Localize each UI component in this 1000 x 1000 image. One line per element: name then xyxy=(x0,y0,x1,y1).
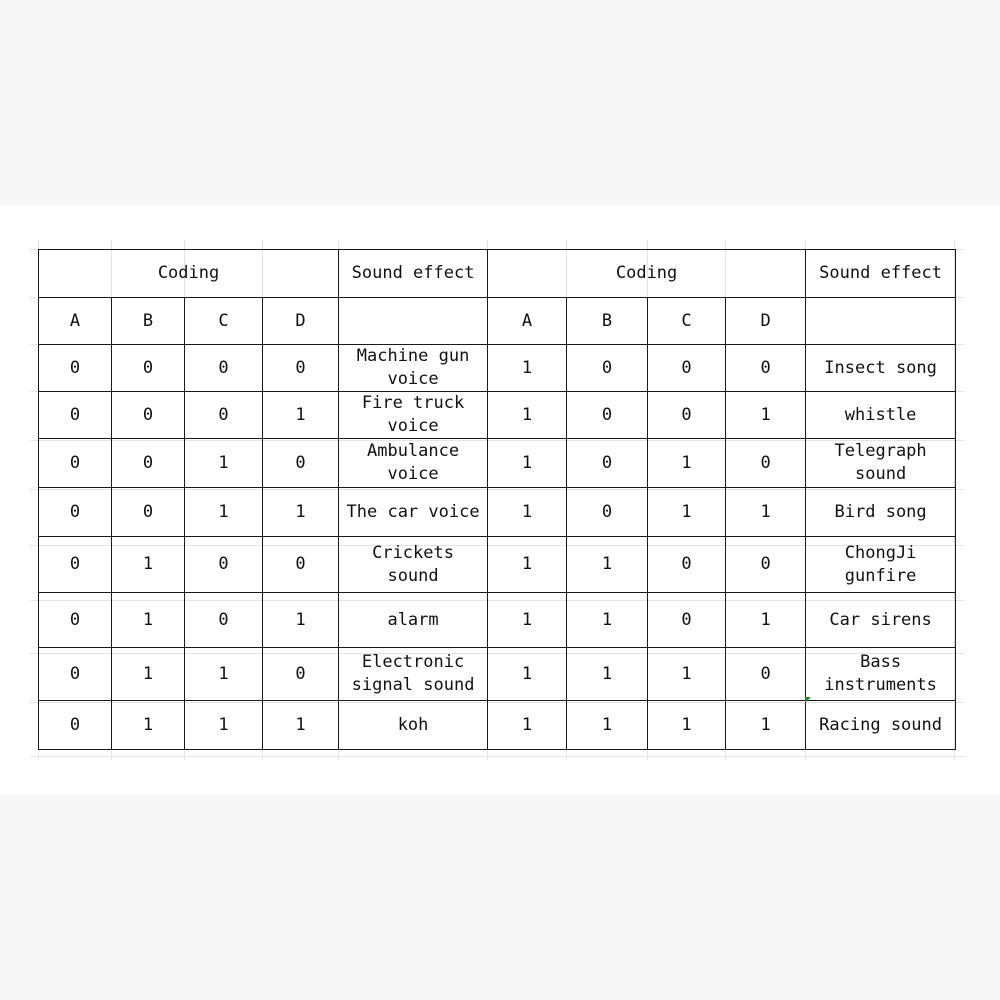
code-d-right: 1 xyxy=(726,392,806,439)
code-a-right: 1 xyxy=(488,537,567,593)
sound-effect-left: Electronic signal sound xyxy=(339,648,488,701)
sound-effect-right: Racing sound xyxy=(806,701,956,750)
code-c-right: 0 xyxy=(648,392,726,439)
code-b-right: 1 xyxy=(567,701,648,750)
code-a-right: 1 xyxy=(488,648,567,701)
blank-effect-right xyxy=(806,298,956,345)
code-b-left: 0 xyxy=(112,488,185,537)
table-row xyxy=(39,392,956,439)
code-a-left: 0 xyxy=(39,488,112,537)
sound-effect-left: Crickets sound xyxy=(339,537,488,593)
code-b-left: 0 xyxy=(112,345,185,392)
code-c-left: 0 xyxy=(185,593,263,648)
code-d-right: 1 xyxy=(726,488,806,537)
code-a-left: 0 xyxy=(39,439,112,488)
sound-effect-header-left: Sound effect xyxy=(339,250,488,298)
sound-effect-right: Bass instruments xyxy=(806,648,956,701)
code-d-left: 0 xyxy=(263,537,339,593)
code-a-left: 0 xyxy=(39,392,112,439)
code-a-left: 0 xyxy=(39,701,112,750)
code-b-right: 0 xyxy=(567,439,648,488)
code-b-right: 1 xyxy=(567,648,648,701)
col-c-left: C xyxy=(185,298,263,345)
code-c-left: 1 xyxy=(185,488,263,537)
code-d-right: 1 xyxy=(726,593,806,648)
code-d-right: 0 xyxy=(726,648,806,701)
code-a-right: 1 xyxy=(488,701,567,750)
coding-header-left: Coding xyxy=(39,250,339,298)
table-row xyxy=(39,537,956,593)
code-c-right: 1 xyxy=(648,488,726,537)
sound-code-table xyxy=(38,249,956,750)
code-d-right: 1 xyxy=(726,701,806,750)
code-b-left: 1 xyxy=(112,648,185,701)
col-b-right: B xyxy=(567,298,648,345)
code-d-left: 0 xyxy=(263,345,339,392)
code-c-right: 1 xyxy=(648,648,726,701)
col-d-left: D xyxy=(263,298,339,345)
code-c-left: 0 xyxy=(185,537,263,593)
code-d-left: 1 xyxy=(263,701,339,750)
table-body xyxy=(39,250,956,750)
sound-effect-left: Machine gun voice xyxy=(339,345,488,392)
top-margin xyxy=(0,0,1000,205)
table-row xyxy=(39,439,956,488)
code-c-right: 1 xyxy=(648,439,726,488)
code-d-right: 0 xyxy=(726,439,806,488)
sound-effect-right: Telegraph sound xyxy=(806,439,956,488)
code-a-left: 0 xyxy=(39,345,112,392)
code-a-right: 1 xyxy=(488,488,567,537)
code-d-left: 0 xyxy=(263,648,339,701)
code-c-left: 1 xyxy=(185,701,263,750)
sound-effect-left: Ambulance voice xyxy=(339,439,488,488)
sound-effect-left: The car voice xyxy=(339,488,488,537)
gridline xyxy=(30,756,965,757)
sound-effect-header-right: Sound effect xyxy=(806,250,956,298)
code-c-left: 0 xyxy=(185,392,263,439)
code-b-right: 0 xyxy=(567,488,648,537)
code-c-left: 0 xyxy=(185,345,263,392)
code-c-left: 1 xyxy=(185,648,263,701)
code-b-left: 0 xyxy=(112,392,185,439)
sound-effect-left: Fire truck voice xyxy=(339,392,488,439)
code-b-right: 1 xyxy=(567,593,648,648)
table-row xyxy=(39,345,956,392)
table-row xyxy=(39,488,956,537)
code-b-left: 0 xyxy=(112,439,185,488)
bottom-margin xyxy=(0,795,1000,1000)
code-c-right: 1 xyxy=(648,701,726,750)
header-row xyxy=(39,250,956,298)
table-row xyxy=(39,701,956,750)
blank-effect-left xyxy=(339,298,488,345)
code-c-right: 0 xyxy=(648,593,726,648)
code-a-left: 0 xyxy=(39,537,112,593)
col-a-right: A xyxy=(488,298,567,345)
code-b-left: 1 xyxy=(112,537,185,593)
code-b-right: 1 xyxy=(567,537,648,593)
code-d-left: 0 xyxy=(263,439,339,488)
coding-header-right: Coding xyxy=(488,250,806,298)
code-d-left: 1 xyxy=(263,488,339,537)
col-c-right: C xyxy=(648,298,726,345)
code-b-left: 1 xyxy=(112,701,185,750)
col-b-left: B xyxy=(112,298,185,345)
subheader-row xyxy=(39,298,956,345)
code-a-right: 1 xyxy=(488,345,567,392)
table-row xyxy=(39,648,956,701)
code-d-right: 0 xyxy=(726,345,806,392)
sound-effect-right: whistle xyxy=(806,392,956,439)
code-c-right: 0 xyxy=(648,345,726,392)
sound-effect-left: koh xyxy=(339,701,488,750)
col-d-right: D xyxy=(726,298,806,345)
sound-effect-right: ChongJi gunfire xyxy=(806,537,956,593)
code-c-right: 0 xyxy=(648,537,726,593)
code-a-right: 1 xyxy=(488,593,567,648)
code-b-right: 0 xyxy=(567,345,648,392)
cell-marker xyxy=(805,697,811,703)
code-a-right: 1 xyxy=(488,439,567,488)
code-b-left: 1 xyxy=(112,593,185,648)
code-b-right: 0 xyxy=(567,392,648,439)
sound-effect-left: alarm xyxy=(339,593,488,648)
sound-effect-right: Car sirens xyxy=(806,593,956,648)
code-a-right: 1 xyxy=(488,392,567,439)
code-a-left: 0 xyxy=(39,648,112,701)
col-a-left: A xyxy=(39,298,112,345)
code-d-left: 1 xyxy=(263,392,339,439)
table-row xyxy=(39,593,956,648)
code-d-right: 0 xyxy=(726,537,806,593)
code-d-left: 1 xyxy=(263,593,339,648)
sound-effect-right: Bird song xyxy=(806,488,956,537)
code-c-left: 1 xyxy=(185,439,263,488)
code-a-left: 0 xyxy=(39,593,112,648)
sound-effect-right: Insect song xyxy=(806,345,956,392)
